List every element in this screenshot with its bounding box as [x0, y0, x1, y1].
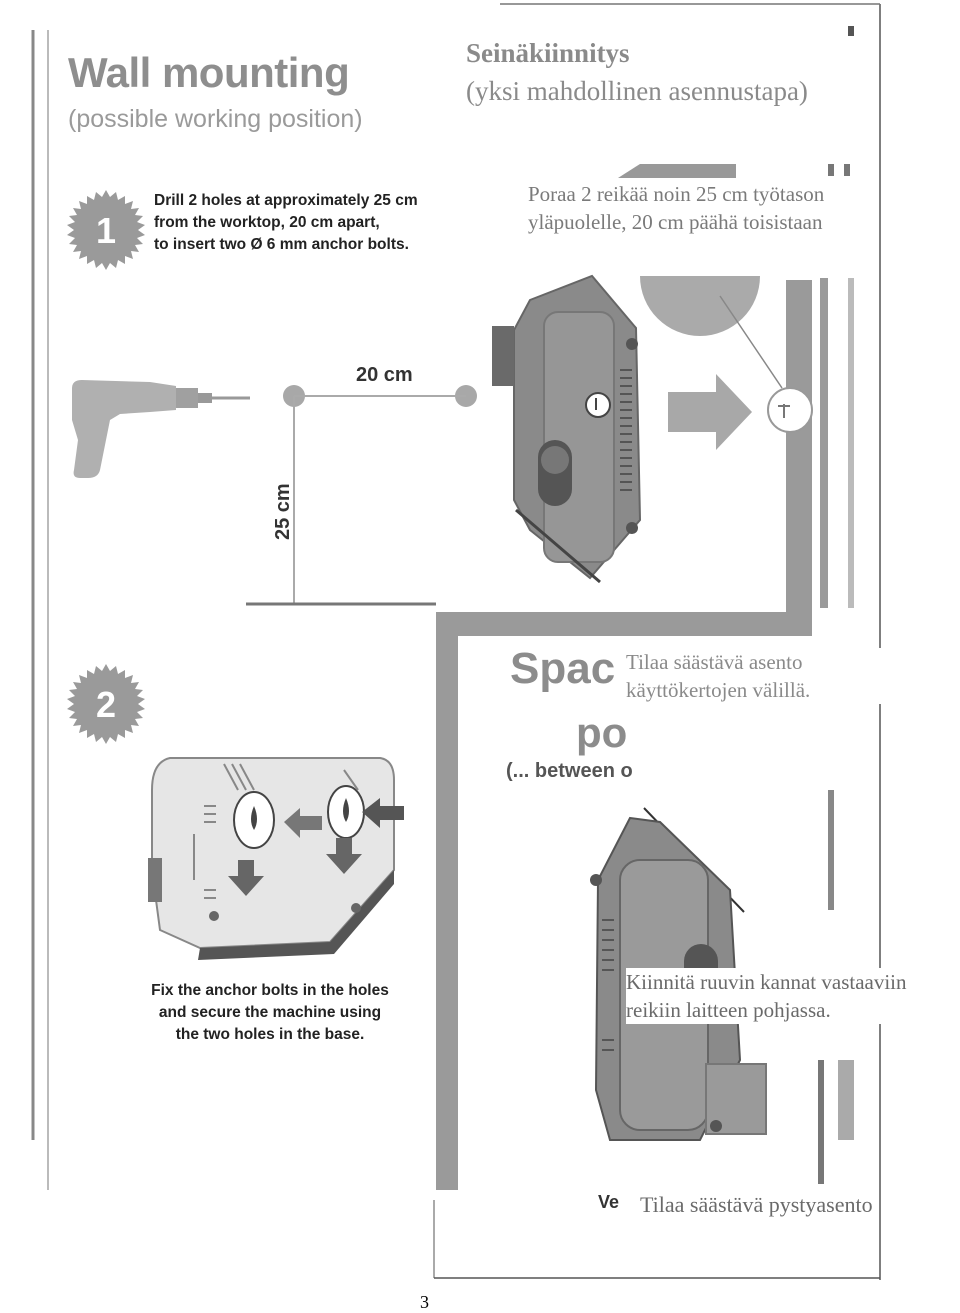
space-saving-en-between: (... between o [506, 760, 633, 782]
vertical-en-heading: Ve [598, 1192, 620, 1212]
page-number: 3 [420, 1292, 429, 1312]
step1-number: 1 [95, 210, 117, 251]
fi-subtitle: (yksi mahdollinen asennustapa) [466, 76, 808, 106]
vertical-fi-text: Tilaa säästävä pystyasento [640, 1192, 873, 1217]
dimension-label-20cm: 20 cm [356, 364, 413, 386]
en-subtitle: (possible working position) [68, 105, 363, 133]
space-saving-fi-text: Tilaa säästävä asento käyttökertojen välillä. [626, 648, 926, 704]
dimension-label-25cm: 25 cm [272, 483, 294, 540]
fi-title: Seinäkiinnitys [466, 38, 630, 68]
step1-fi-text: Poraa 2 reikää noin 25 cm työtason yläpuolelle, 20 cm päähä toisistaan [528, 182, 825, 234]
step1-en-text: Drill 2 holes at approximately 25 cm from the worktop, 20 cm apart, to insert two Ø 6 mm anchor bolts. [154, 192, 418, 253]
step2-fi-text: Kiinnitä ruuvin kannat vastaaviin reikiin laitteen pohjassa. [626, 968, 960, 1024]
step2-number: 2 [95, 684, 117, 725]
machine-back-illustration [148, 758, 404, 960]
space-saving-en-heading: Spac [510, 644, 616, 693]
space-saving-en-po: po [576, 709, 628, 756]
step2-en-text: Fix the anchor bolts in the holes and secure the machine using the two holes in the base. [151, 982, 389, 1043]
en-title: Wall mounting [68, 49, 350, 96]
